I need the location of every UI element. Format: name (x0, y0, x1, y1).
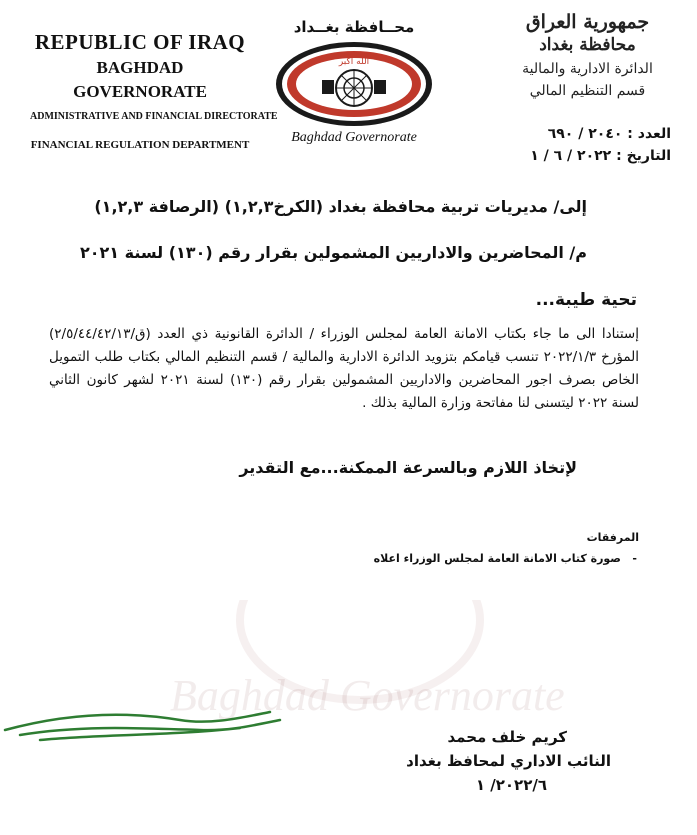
header-ar-governorate: محافظة بغداد (539, 35, 636, 55)
attachment-item (374, 552, 637, 565)
signature-date: ٢٠٢٢/٦/ ١ (475, 776, 547, 794)
greeting: تحية طيبة... (535, 290, 637, 310)
closing-line: لإتخاذ اللازم وبالسرعة الممكنة...مع التقدير (239, 458, 577, 477)
header-directorate: ADMINISTRATIVE AND FINANCIAL DIRECTORATE (30, 111, 278, 122)
header-governorate: BAGHDAD GOVERNORATE (73, 58, 207, 101)
attachment-text: صورة كتاب الامانة العامة لمجلس الوزراء اعلاه (373, 552, 621, 565)
reference-number (548, 126, 671, 142)
header-ar-country: جمهورية العراق (525, 11, 650, 33)
subject-line: م/ المحاضرين والاداريين المشمولين بقرار رقم (١٣٠) لسنة ٢٠٢١ (79, 243, 587, 262)
header-ar-directorate: الدائرة الادارية والمالية (522, 61, 653, 77)
watermark-text: Baghdad Governorate (170, 671, 565, 720)
english-letterhead (30, 30, 278, 152)
attachments-title: المرفقات (586, 531, 639, 544)
header-department: FINANCIAL REGULATION DEPARTMENT (30, 139, 250, 151)
reference-label: العدد : (627, 126, 671, 142)
date-label: التاريخ : (616, 148, 671, 164)
recipient-line: إلى/ مديريات تربية محافظة بغداد (الكرخ١,٢,٣) (الرصافة ١,٢,٣) (94, 197, 587, 216)
arabic-letterhead (500, 12, 675, 101)
attachment-bullet: - (620, 552, 637, 565)
letter-date (530, 148, 671, 164)
header-ar-department: قسم التنظيم المالي (529, 83, 646, 99)
signature-scribble-icon (0, 690, 300, 750)
signatory-name: كريم خلف محمد (447, 728, 567, 746)
logo-arabic-title: محــافظة بغــداد (293, 18, 415, 36)
logo-english-caption: Baghdad Governorate (291, 130, 417, 145)
signatory-title: النائب الاداري لمحافظ بغداد (406, 752, 611, 770)
reference-value: ٢٠٤٠ / ٦٩٠ (547, 126, 623, 142)
body-paragraph: إستنادا الى ما جاء بكتاب الامانة العامة لمجلس الوزراء / الدائرة القانونية ذي العدد (ق/٢/٥/٤٤/٤٢/١٣) المؤرخ ٢٠٢٢/١/٣ تنسب قيامكم بتزويد الدائرة الادارية والمالية / قسم التنظيم المالي بكتاب طلب التمويل الخاص بصرف اجور المحاضرين والاداريين المشمولين بقرار رقم (١٣٠) لسنة ٢٠٢١ لشهر كانون الثاني لسنة ٢٠٢٢ ليتسنى لنا مفاتحة وزارة المالية بذلك . (49, 326, 640, 411)
logo-inner-text: الله اكبر (338, 57, 370, 67)
date-value: ٢٠٢٢ / ٦ / ١ (530, 148, 612, 164)
logo-emblem-icon (268, 36, 440, 132)
header-country: REPUBLIC OF IRAQ (34, 30, 246, 54)
governorate-logo (268, 18, 440, 160)
